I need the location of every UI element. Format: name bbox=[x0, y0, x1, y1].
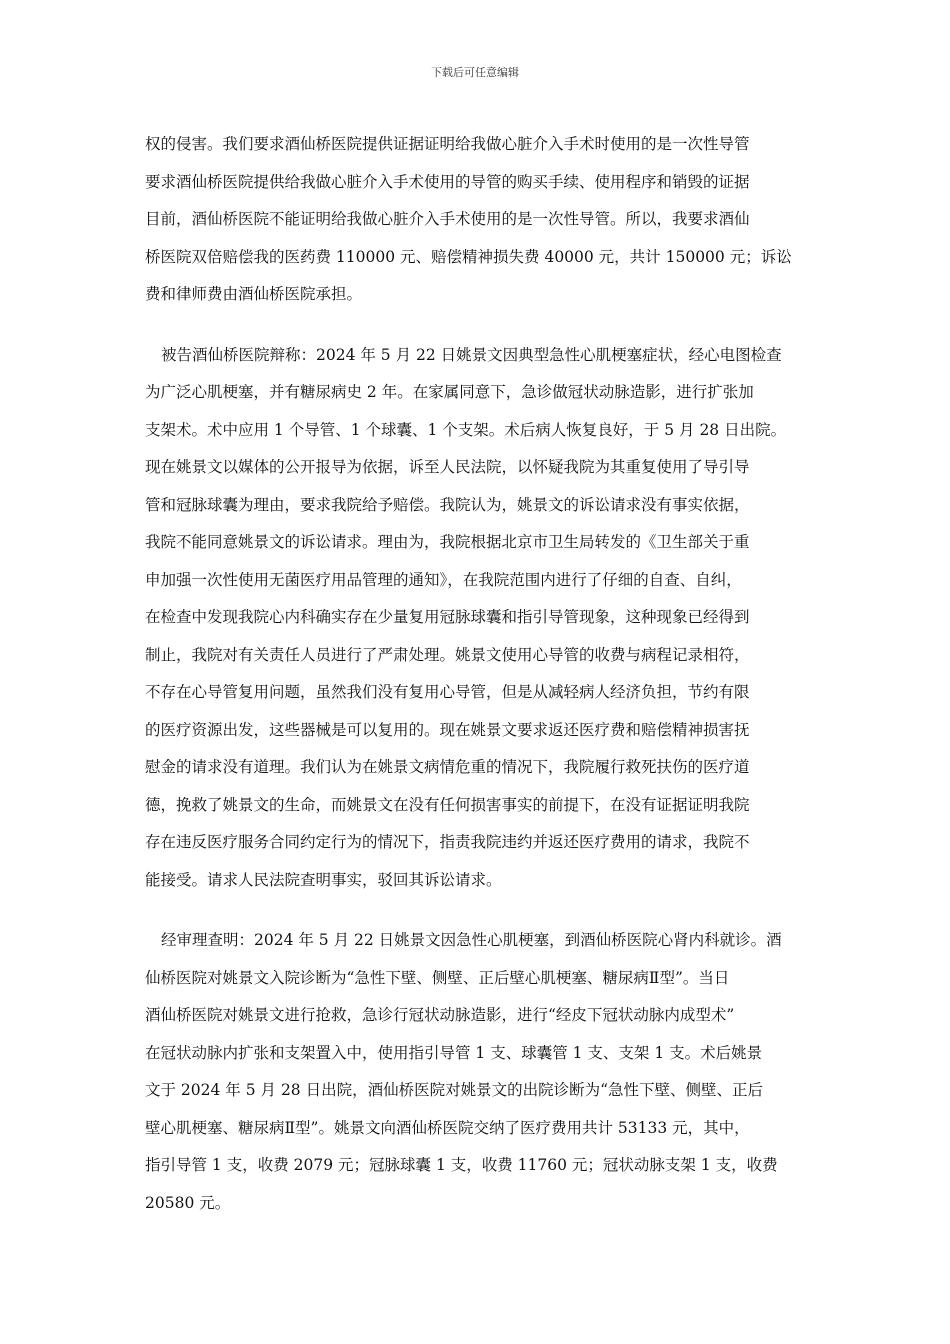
text-line: 费和律师费由酒仙桥医院承担。 bbox=[145, 285, 363, 303]
text-line: 我院不能同意姚景文的诉讼请求。理由为，我院根据北京市卫生局转发的《卫生部关于重 bbox=[145, 533, 750, 551]
text-line: 酒仙桥医院对姚景文进行抢救，急诊行冠状动脉造影，进行“经皮下冠状动脉内成型术” bbox=[145, 1006, 735, 1024]
text-line: 权的侵害。我们要求酒仙桥医院提供证据证明给我做心脏介入手术时使用的是一次性导管 bbox=[145, 135, 750, 153]
page-header: 下载后可任意编辑 bbox=[431, 66, 519, 79]
text-line: 指引导管 1 支，收费 2079 元；冠脉球囊 1 支，收费 11760 元；冠状动脉支架 1 支，收费 bbox=[145, 1156, 778, 1174]
text-line: 管和冠脉球囊为理由，要求我院给予赔偿。我院认为，姚景文的诉讼请求没有事实依据， bbox=[145, 495, 750, 514]
document-body bbox=[145, 126, 807, 1222]
paragraph-spacer bbox=[145, 899, 807, 922]
text-line: 桥医院双倍赔偿我的医药费 110000 元、赔偿精神损失费 40000 元，共计 150000 元；诉讼 bbox=[145, 247, 792, 266]
text-line: 德，挽救了姚景文的生命，而姚景文在没有任何损害事实的前提下，在没有证据证明我院 bbox=[145, 795, 750, 814]
text-line: 被告酒仙桥医院辩称：2024 年 5 月 22 日姚景文因典型急性心肌梗塞症状，经心电图检查 bbox=[161, 345, 782, 364]
text-line: 申加强一次性使用无菌医疗用品管理的通知》，在我院范围内进行了仔细的自查、自纠， bbox=[145, 570, 742, 589]
text-line: 能接受。请求人民法院查明事实，驳回其诉讼请求。 bbox=[145, 870, 502, 889]
text-line: 经审理查明：2024 年 5 月 22 日姚景文因急性心肌梗塞，到酒仙桥医院心肾内科就诊。酒 bbox=[161, 931, 782, 949]
text-line: 文于 2024 年 5 月 28 日出院，酒仙桥医院对姚景文的出院诊断为“急性下壁、侧壁、正后 bbox=[145, 1081, 764, 1099]
text-line: 在冠状动脉内扩张和支架置入中，使用指引导管 1 支、球囊管 1 支、支架 1 支。术后姚景 bbox=[145, 1043, 763, 1062]
paragraph-court-findings bbox=[145, 922, 807, 1222]
text-line: 在检查中发现我院心内科确实存在少量复用冠脉球囊和指引导管现象，这种现象已经得到 bbox=[145, 608, 750, 626]
text-line: 目前，酒仙桥医院不能证明给我做心脏介入手术使用的是一次性导管。所以，我要求酒仙 bbox=[145, 210, 750, 228]
paragraph-plaintiff-claim bbox=[145, 126, 807, 314]
text-line: 仙桥医院对姚景文入院诊断为“急性下壁、侧壁、正后壁心肌梗塞、糖尿病Ⅱ型”。当日 bbox=[145, 968, 730, 987]
text-line: 要求酒仙桥医院提供给我做心脏介入手术使用的导管的购买手续、使用程序和销毁的证据 bbox=[145, 172, 750, 191]
text-line: 存在违反医疗服务合同约定行为的情况下，指责我院违约并返还医疗费用的请求，我院不 bbox=[145, 833, 750, 851]
text-line: 支架术。术中应用 1 个导管、1 个球囊、1 个支架。术后病人恢复良好，于 5 月 28 日出院。 bbox=[145, 420, 787, 439]
paragraph-spacer bbox=[145, 314, 807, 337]
paragraph-defendant-defense bbox=[145, 337, 807, 900]
text-line: 的医疗资源出发，这些器械是可以复用的。现在姚景文要求返还医疗费和赔偿精神损害抚 bbox=[145, 720, 750, 739]
text-line: 不存在心导管复用问题，虽然我们没有复用心导管，但是从减轻病人经济负担，节约有限 bbox=[145, 683, 750, 701]
text-line: 制止，我院对有关责任人员进行了严肃处理。姚景文使用心导管的收费与病程记录相符， bbox=[145, 645, 750, 664]
text-line: 慰金的请求没有道理。我们认为在姚景文病情危重的情况下，我院履行救死扶伤的医疗道 bbox=[145, 758, 750, 776]
text-line: 现在姚景文以媒体的公开报导为依据，诉至人民法院，以怀疑我院为其重复使用了导引导 bbox=[145, 458, 750, 476]
text-line: 20580 元。 bbox=[145, 1193, 231, 1212]
text-line: 为广泛心肌梗塞，并有糖尿病史 2 年。在家属同意下，急诊做冠状动脉造影，进行扩张加 bbox=[145, 383, 754, 401]
text-line: 壁心肌梗塞、糖尿病Ⅱ型”。姚景文向酒仙桥医院交纳了医疗费用共计 53133 元，其中， bbox=[145, 1118, 750, 1137]
